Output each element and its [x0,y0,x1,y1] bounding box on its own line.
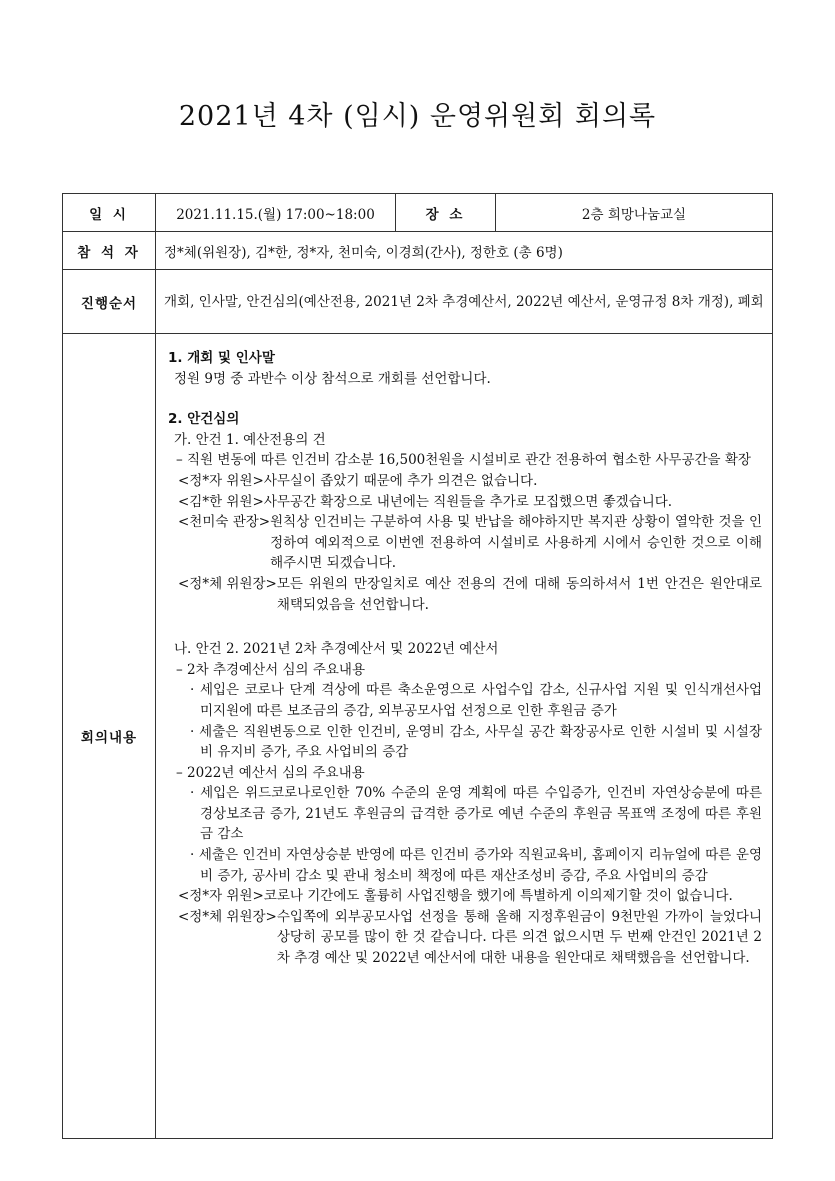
remark-text: 코로나 기간에도 훌륭히 사업진행을 했기에 특별하게 이의제기할 것이 없습니다. [263,888,733,905]
section-opening-title: 1. 개회 및 인사말 [168,350,275,366]
remark-text: 사무공간 확장으로 내년에는 직원들을 추가로 모집했으면 좋겠습니다. [263,493,673,510]
minutes-table [62,193,773,1139]
document-title: 2021년 4차 (임시) 운영위원회 회의록 [178,101,657,132]
remark-text: 원칙상 인건비는 구분하여 사용 및 반납을 해야하지만 복지관 상황이 열악한 것을 인정하여 예외적으로 이번엔 전용하여 시설비로 사용하게 시에서 승인한 것으로 이해해주시면 되겠습니다. [270,514,762,572]
section-opening-text: 정원 9명 중 과반수 이상 참석으로 개회를 선언합니다. [174,370,491,387]
date-row [63,194,773,232]
agenda-row [63,270,773,334]
remark-text: 사무실이 좁았기 때문에 추가 의견은 없습니다. [263,472,538,489]
remark-text: 수입쪽에 외부공모사업 선정을 통해 올해 지정후원금이 9천만원 가까이 늘었다니 상당히 공모를 많이 한 것 같습니다. 다른 의견 없으시면 두 번째 안건인 2021년 2차 추경 예산 및 2022년 예산서에 대한 내용을 원안대로 채택했음을 선언합니다. [276,908,762,967]
agenda2-subhead: – 2022년 예산서 심의 주요내용 [176,764,365,781]
content-body [156,334,773,1139]
agenda-label: 진행순서 [63,270,156,334]
date-label: 일 시 [63,194,156,232]
remark-speaker: <정*체 위원장> [178,575,277,592]
agenda2-title: 나. 안건 2. 2021년 2차 추경예산서 및 2022년 예산서 [174,641,499,658]
attendees-row [63,232,773,270]
section-agenda-title: 2. 안건심의 [168,411,240,428]
agenda-value: 개회, 인사말, 안건심의(예산전용, 2021년 2차 추경예산서, 2022년 예산서, 운영규정 8차 개정), 폐회 [156,270,773,334]
remark [168,471,762,492]
content-label: 회의내용 [63,334,156,1139]
remark [168,907,762,969]
remark-speaker: <천미숙 관장> [178,514,271,531]
attendees-value: 정*체(위원장), 김*한, 정*자, 천미숙, 이경희(간사), 정한호 (총 6명) [156,232,773,270]
agenda1-summary: – 직원 변동에 따른 인건비 감소분 16,500천원을 시설비로 관간 전용하여 협소한 사무공간을 확장 [176,452,751,469]
remark [168,512,762,574]
agenda1-title: 가. 안건 1. 예산전용의 건 [174,431,326,448]
remark-speaker: <김*한 위원> [178,493,264,510]
agenda2-bullet: · 세출은 직원변동으로 인한 인건비, 운영비 감소, 사무실 공간 확장공사로 인한 시설비 및 시설장비 유지비 증가, 주요 사업비의 증감 [190,723,762,761]
remark-speaker: <정*체 위원장> [178,908,277,925]
attendees-label: 참 석 자 [63,232,156,270]
agenda2-bullet: · 세입은 위드코로나로인한 70% 수준의 운영 계획에 따른 수입증가, 인건비 자연상승분에 따른 경상보조금 증가, 21년도 후원금의 급격한 증가로 예년 수준의 후원금 목표액 조정에 따른 후원금 감소 [190,785,762,843]
agenda2-bullet: · 세출은 인건비 자연상승분 반영에 따른 인건비 증가와 직원교육비, 홈페이지 리뉴얼에 따른 운영비 증가, 공사비 감소 및 관내 청소비 책정에 따른 재산조성비 증감, 주요 사업비의 증감 [190,847,762,884]
remark-speaker: <정*자 위원> [178,472,264,489]
date-value: 2021.11.15.(월) 17:00~18:00 [156,194,396,232]
remark-speaker: <정*자 위원> [178,888,264,905]
remark [168,574,762,615]
agenda2-subhead: – 2차 추경예산서 심의 주요내용 [176,661,365,678]
remark [168,886,762,907]
content-row [63,334,773,1139]
agenda2-bullet: · 세입은 코로나 단계 격상에 따른 축소운영으로 사업수입 감소, 신규사업 지원 및 인식개선사업 미지원에 따른 보조금의 증감, 외부공모사업 선정으로 인한 후원금 증가 [190,682,762,719]
remark [168,492,762,513]
place-label: 장 소 [396,194,496,232]
place-value: 2층 희망나눔교실 [496,194,773,232]
remark-text: 모든 위원의 만장일치로 예산 전용의 건에 대해 동의하셔서 1번 안건은 원안대로 채택되었음을 선언합니다. [276,575,762,613]
